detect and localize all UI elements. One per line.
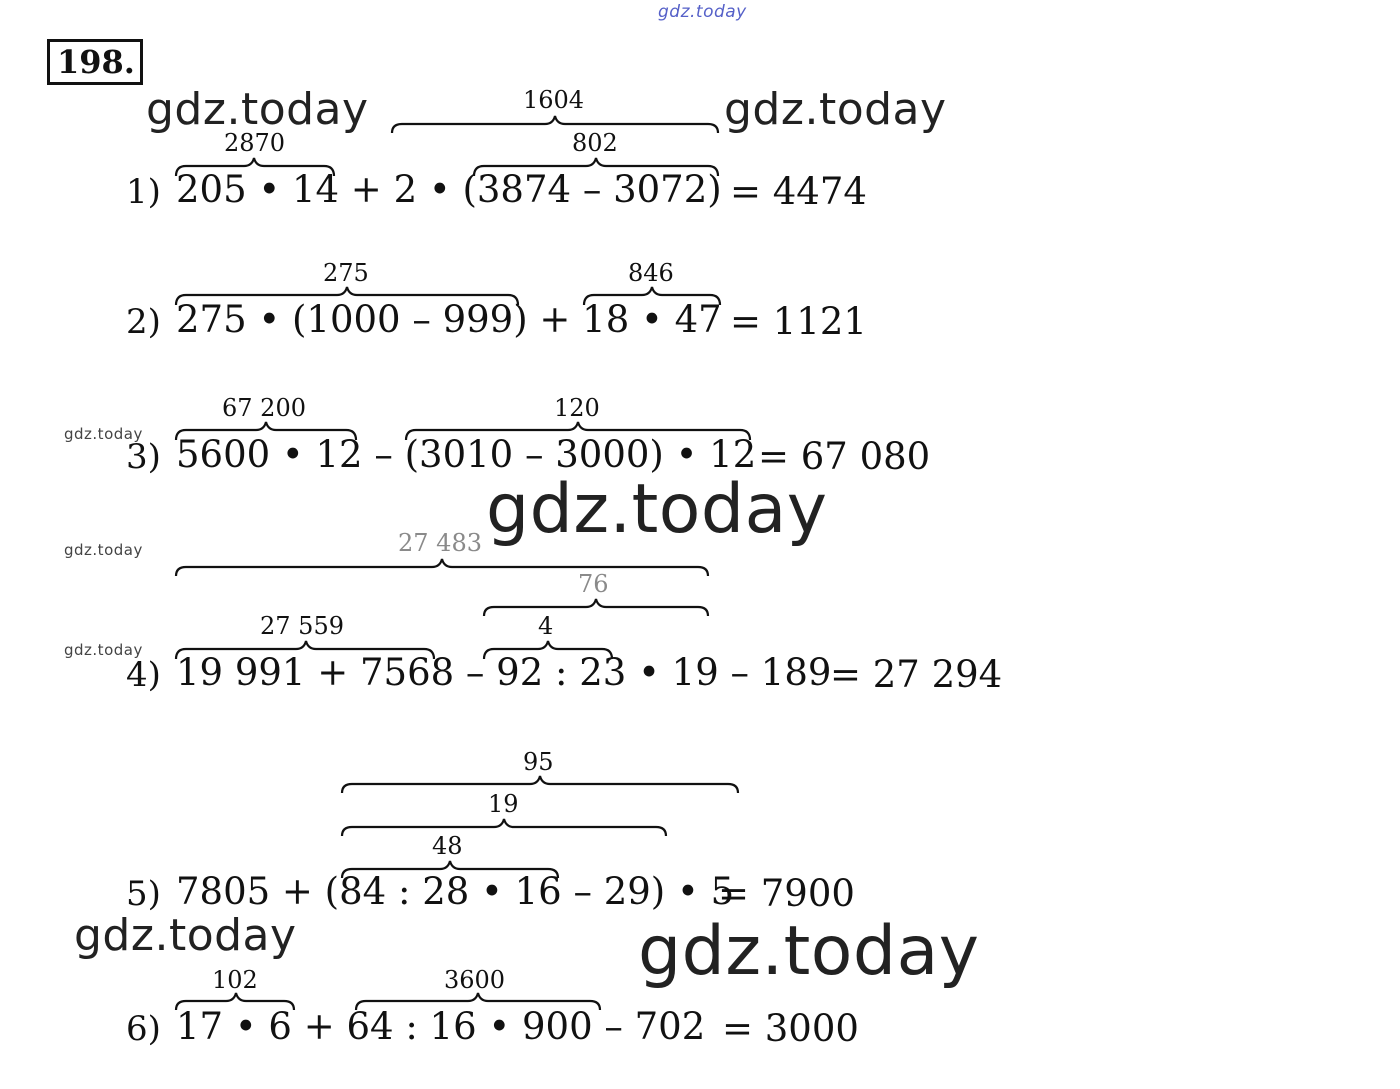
annotation: 846 [628,259,674,287]
watermark: gdz.today [146,84,369,135]
watermark: gdz.today [724,84,947,135]
expression: 19 991 + 7568 – 92 : 23 • 19 – 189 [176,651,832,694]
result: = 27 294 [830,653,1003,696]
annotation: 120 [554,394,600,422]
expression: 205 • 14 + 2 • (3874 – 3072) [176,168,722,211]
watermark: gdz.today [74,910,297,961]
annotation: 2870 [224,129,286,157]
row-label: 1) [126,172,161,212]
result: = 1121 [730,300,867,343]
watermark: gdz.today [64,641,143,659]
watermark: gdz.today [638,912,980,991]
result: = 4474 [730,170,867,213]
result: = 7900 [718,872,855,915]
expression: 5600 • 12 – (3010 – 3000) • 12 [176,433,757,476]
watermark: gdz.today [64,1052,143,1070]
annotation: 76 [578,570,609,598]
annotation: 4 [538,612,554,640]
annotation: 1604 [523,86,585,114]
annotation: 48 [432,832,463,860]
row-label: 5) [126,874,161,914]
expression: 7805 + (84 : 28 • 16 – 29) • 5 [176,870,735,913]
watermark: gdz.today [486,470,828,549]
row-label: 4) [126,655,161,695]
row-label: 3) [126,437,161,477]
annotation: 102 [212,966,258,994]
annotation: 3600 [444,966,506,994]
annotation: 67 200 [222,394,306,422]
brace [342,776,738,793]
annotation: 27 483 [398,529,482,557]
annotation: 802 [572,129,618,157]
result: = 3000 [722,1007,859,1050]
annotation: 275 [323,259,369,287]
watermark: gdz.today [64,541,143,559]
watermark-top: gdz.today [658,2,747,22]
annotation: 95 [523,748,554,776]
problem-number: 198. [47,39,143,85]
result: = 67 080 [758,435,931,478]
expression: 275 • (1000 – 999) + 18 • 47 [176,298,722,341]
brace [392,116,718,133]
annotation: 27 559 [260,612,344,640]
expression: 17 • 6 + 64 : 16 • 900 – 702 [176,1005,706,1048]
row-label: 6) [126,1009,161,1049]
brace [484,599,708,616]
watermark: gdz.today [64,425,143,443]
brace [342,819,666,836]
row-label: 2) [126,302,161,342]
annotation: 19 [488,790,519,818]
brace [176,559,708,576]
